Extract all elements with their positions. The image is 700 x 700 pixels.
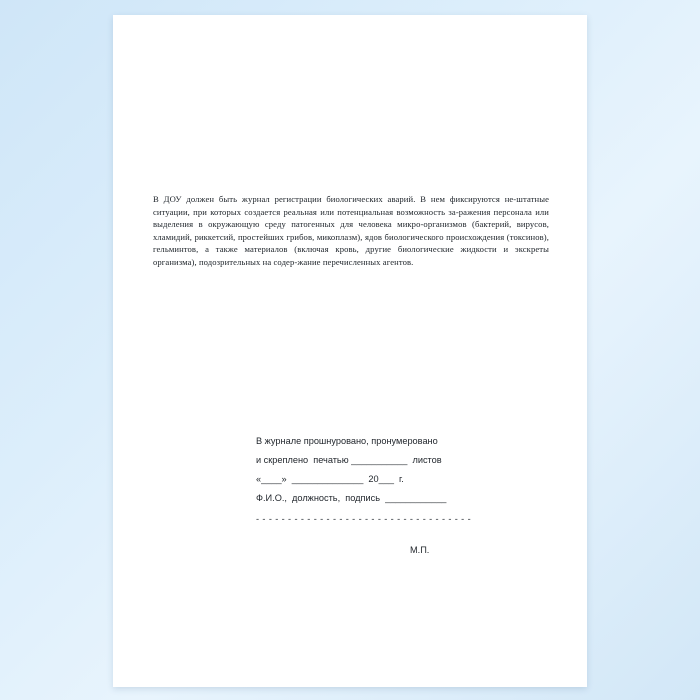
document-page — [113, 15, 587, 687]
dashed-rule: - - - - - - - - - - - - - - - - - - - - - - - - - - - - - - - - - - — [256, 514, 472, 524]
form-line-seal: и скреплено печатью ___________ листов — [256, 455, 442, 465]
form-line-date: «____» ______________ 20___ г. — [256, 474, 404, 484]
stamp-placeholder: М.П. — [410, 545, 430, 555]
form-line-pages: В журнале прошнуровано, пронумеровано — [256, 436, 438, 446]
certification-block — [256, 432, 556, 529]
body-paragraph-block — [153, 193, 549, 269]
form-line-signature: Ф.И.О., должность, подпись ____________ — [256, 493, 447, 503]
body-paragraph: В ДОУ должен быть журнал регистрации биологических аварий. В нем фиксируются не-штатные ситуации, при которых создается реальная или потенциальная возможность за-ражения персонала или выделения в окружающую среду патогенных для человека микро-организмов (бактерий, вирусов, хламидий, риккетсий, простейших грибов, микоплазм), ядов биологического происхождения (токсинов), гельминтов, а также материалов (включая кровь, другие биологические жидкости и экскреты организма), подозрительных на содер-жание перечисленных агентов. — [153, 194, 549, 267]
